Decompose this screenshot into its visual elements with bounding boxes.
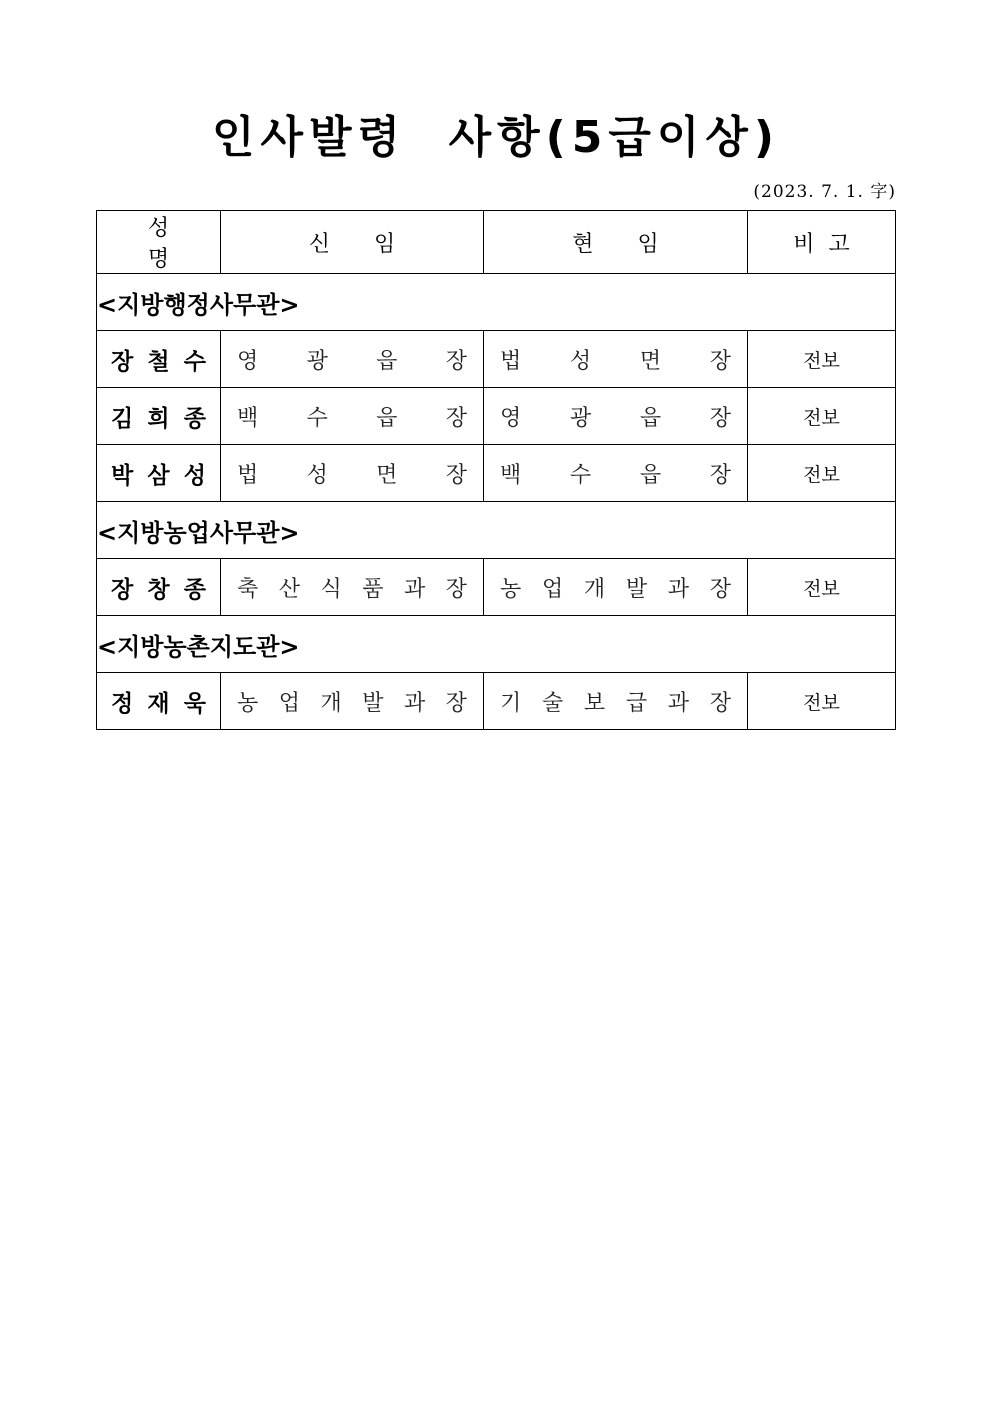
new-position: 농 업 개 발 과 장 — [221, 673, 484, 730]
table-row — [97, 673, 896, 730]
section-row — [97, 616, 896, 673]
employee-name: 정 재 욱 — [97, 673, 221, 730]
new-position: 백 수 읍 장 — [221, 388, 484, 445]
header-name: 성명 — [97, 211, 221, 274]
note: 전보 — [748, 388, 896, 445]
section-title: <지방행정사무관> — [97, 274, 896, 331]
header-current-position: 현임 — [484, 211, 748, 274]
table-row — [97, 331, 896, 388]
current-position: 기 술 보 급 과 장 — [484, 673, 748, 730]
header-new-position: 신임 — [221, 211, 484, 274]
section-row — [97, 502, 896, 559]
header-note: 비고 — [748, 211, 896, 274]
table-row — [97, 445, 896, 502]
new-position: 영 광 읍 장 — [221, 331, 484, 388]
employee-name: 장 철 수 — [97, 331, 221, 388]
current-position: 영 광 읍 장 — [484, 388, 748, 445]
note: 전보 — [748, 673, 896, 730]
employee-name: 장 창 종 — [97, 559, 221, 616]
employee-name: 박 삼 성 — [97, 445, 221, 502]
current-position: 농 업 개 발 과 장 — [484, 559, 748, 616]
section-title: <지방농촌지도관> — [97, 616, 896, 673]
employee-name: 김 희 종 — [97, 388, 221, 445]
current-position: 법 성 면 장 — [484, 331, 748, 388]
personnel-table — [96, 210, 896, 730]
section-row — [97, 274, 896, 331]
section-title: <지방농업사무관> — [97, 502, 896, 559]
table-row — [97, 559, 896, 616]
table-header-row — [97, 211, 896, 274]
new-position: 법 성 면 장 — [221, 445, 484, 502]
note: 전보 — [748, 331, 896, 388]
document-title: 인사발령 사항(5급이상) — [211, 112, 780, 163]
announcement-date: (2023. 7. 1. 字) — [753, 182, 896, 202]
new-position: 축 산 식 품 과 장 — [221, 559, 484, 616]
note: 전보 — [748, 445, 896, 502]
current-position: 백 수 읍 장 — [484, 445, 748, 502]
table-row — [97, 388, 896, 445]
note: 전보 — [748, 559, 896, 616]
